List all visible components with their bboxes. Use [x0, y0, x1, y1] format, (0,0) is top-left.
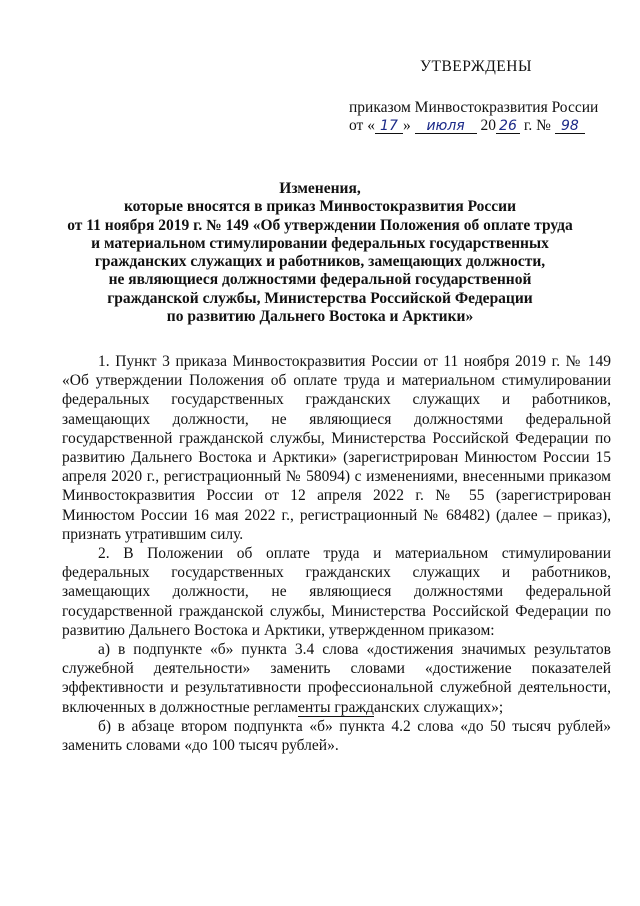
date-month-handwritten: июля [415, 119, 477, 134]
title-line: не являющиеся должностями федеральной государственной [108, 271, 532, 289]
date-year-handwritten: 26 [496, 119, 520, 134]
approval-heading: УТВЕРЖДЕНЫ [420, 58, 532, 75]
title-line: по развитию Дальнего Востока и Арктики» [166, 308, 474, 326]
date-prefix: от « [349, 117, 375, 134]
title-line: гражданских служащих и работников, замещающих должности, [94, 253, 546, 271]
title-line: и материальном стимулировании федеральных государственных [91, 234, 549, 252]
paragraph-2: 2. В Положении об оплате труда и материальном стимулировании федеральных государственных гражданских служащих и работников, замещающих должности, не являющиеся должностями федеральной государственной гражданской службы, Министерства Российской Федерации по развитию Дальнего Востока и Арктики, утвержденном приказом: [62, 545, 611, 639]
date-number-label: г. № [523, 117, 551, 134]
approving-order-line: приказом Минвостокразвития России [349, 99, 599, 116]
document-body [62, 352, 611, 755]
paragraph-2b: б) в абзаце втором подпункта «б» пункта 4.2 слова «до 50 тысяч рублей» заменить словами «до 100 тысяч рублей». [62, 717, 611, 755]
order-number-handwritten: 98 [555, 119, 585, 134]
end-divider [298, 716, 374, 717]
date-day-handwritten: 17 [375, 119, 403, 134]
date-mid: » [402, 117, 411, 134]
order-date-line [349, 117, 585, 135]
paragraph-1: 1. Пункт 3 приказа Минвостокразвития России от 11 ноября 2019 г. № 149 «Об утверждении Положения об оплате труда и материальном стимулировании федеральных государственных гражданских служащих и работников, замещающих должности, не являющиеся должностями федеральной государственной гражданской службы, Министерства Российской Федерации по развитию Дальнего Востока и Арктики» (зарегистрирован Минюстом России 15 апреля 2020 г., регистрационный № 58094) с изменениями, внесенными приказом Минвостокразвития России от 12 апреля 2022 г. № 55 (зарегистрирован Минюстом России 16 мая 2022 г., регистрационный № 68482) (далее – приказ), признать утратившим силу. [62, 353, 611, 543]
title-line: Изменения, [279, 180, 361, 197]
title-line: гражданской службы, Министерства Российской Федерации [107, 289, 533, 307]
date-year-prefix: 20 [480, 117, 496, 134]
title-line: которые вносятся в приказ Минвостокразвития России [123, 198, 517, 216]
document-title [60, 180, 580, 326]
title-line: от 11 ноября 2019 г. № 149 «Об утверждении Положения об оплате труда [67, 216, 573, 234]
paragraph-2a: а) в подпункте «б» пункта 3.4 слова «достижения значимых результатов служебной деятельности» заменить словами «достижение показателей эффективности и результативности профессиональной служебной деятельности, включенных в должностные регламенты гражданских служащих»; [62, 641, 611, 716]
